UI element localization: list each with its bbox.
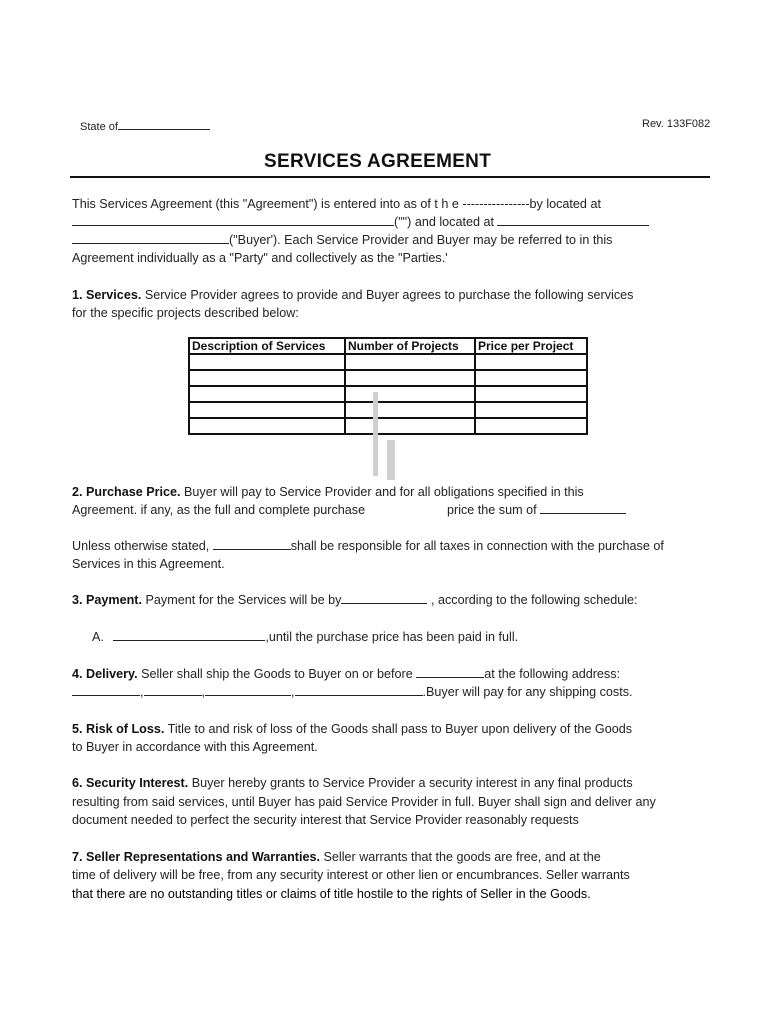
- address-zip-blank[interactable]: [295, 684, 423, 696]
- intro-line-3-text: ("Buyer'). Each Service Provider and Buyer may be referred to in this: [229, 233, 613, 247]
- title-rule: [70, 176, 710, 178]
- state-label: State of: [80, 121, 118, 133]
- payment-text-b: , according to the following schedule:: [427, 593, 638, 607]
- risk-text-1: Title to and risk of loss of the Goods shall pass to Buyer upon delivery of the Goods: [164, 722, 633, 736]
- payment-item-a: [92, 628, 518, 646]
- delivery-date-blank[interactable]: [416, 666, 484, 678]
- services-text-1: Service Provider agrees to provide and Buyer agrees to purchase the following services: [141, 288, 634, 302]
- address-city-blank[interactable]: [144, 684, 202, 696]
- payment-item-a-label: A.: [92, 630, 104, 644]
- intro-line-2-text: ("") and located at: [394, 215, 494, 229]
- intro-line-2: [72, 213, 649, 231]
- security-heading: 6. Security Interest.: [72, 776, 189, 790]
- table-cell[interactable]: [189, 418, 345, 434]
- buyer-name-blank[interactable]: [72, 232, 229, 244]
- table-cell[interactable]: [475, 370, 587, 386]
- services-heading: 1. Services.: [72, 288, 142, 302]
- services-line-2: for the specific projects described below:: [72, 306, 299, 320]
- risk-line-2: to Buyer in accordance with this Agreement.: [72, 740, 318, 754]
- col-number-of-projects: Number of Projects: [345, 338, 475, 354]
- table-row: [189, 418, 587, 434]
- table-cell[interactable]: [475, 354, 587, 370]
- payment-schedule-blank[interactable]: [113, 629, 265, 641]
- purchase-sum-blank[interactable]: [540, 502, 626, 514]
- table-header-row: [189, 338, 587, 354]
- col-price-per-project: Price per Project: [475, 338, 587, 354]
- table-row: [189, 370, 587, 386]
- payment-heading: 3. Payment.: [72, 593, 142, 607]
- delivery-heading: 4. Delivery.: [72, 667, 138, 681]
- security-line-3: document needed to perfect the security interest that Service Provider reasonably requests: [72, 813, 579, 827]
- taxes-text-b: shall be responsible for all taxes in connection with the purchase of: [290, 539, 664, 553]
- table-cell[interactable]: [189, 386, 345, 402]
- address-state-blank[interactable]: [205, 684, 291, 696]
- delivery-text-b: at the following address:: [484, 667, 621, 681]
- revision-number: Rev. 133F082: [642, 118, 711, 130]
- payment-line-1: [72, 591, 638, 609]
- services-table: [188, 337, 588, 435]
- payment-method-blank[interactable]: [341, 592, 427, 604]
- provider-name-blank[interactable]: [72, 214, 394, 226]
- delivery-line-2: [72, 683, 633, 701]
- services-line-1: [72, 286, 633, 304]
- table-row: [189, 354, 587, 370]
- state-blank[interactable]: [118, 118, 210, 130]
- table-cell[interactable]: [345, 354, 475, 370]
- purchase-line-2b: [447, 501, 626, 519]
- security-text-1: Buyer hereby grants to Service Provider a security interest in any final products: [188, 776, 633, 790]
- table-cell[interactable]: [189, 402, 345, 418]
- provider-address-blank[interactable]: [497, 214, 649, 226]
- address-separator: ,: [201, 685, 205, 699]
- intro-line-4: Agreement individually as a "Party" and collectively as the "Parties.': [72, 251, 448, 265]
- taxes-line-2: Services in this Agreement.: [72, 557, 225, 571]
- delivery-text-a: Seller shall ship the Goods to Buyer on or before: [137, 667, 413, 681]
- warranties-text-1: Seller warrants that the goods are free, and at the: [320, 850, 601, 864]
- address-street-blank[interactable]: [72, 684, 140, 696]
- risk-line-1: [72, 720, 632, 738]
- address-separator: ,: [140, 685, 144, 699]
- table-cell[interactable]: [345, 386, 475, 402]
- table-cell[interactable]: [189, 354, 345, 370]
- document-title: SERVICES AGREEMENT: [264, 151, 492, 172]
- table-cell[interactable]: [345, 402, 475, 418]
- table-cell[interactable]: [475, 386, 587, 402]
- col-description: Description of Services: [189, 338, 345, 354]
- address-separator: ,: [291, 685, 295, 699]
- table-row: [189, 402, 587, 418]
- taxes-line-1: [72, 537, 664, 555]
- taxes-party-blank[interactable]: [213, 538, 291, 550]
- table-cell[interactable]: [475, 402, 587, 418]
- warranties-heading: 7. Seller Representations and Warranties.: [72, 850, 320, 864]
- table-cell[interactable]: [189, 370, 345, 386]
- warranties-line-1: [72, 848, 601, 866]
- security-line-1: [72, 774, 633, 792]
- table-cell[interactable]: [475, 418, 587, 434]
- warranties-line-2: time of delivery will be free, from any security interest or other lien or encumbrances. Seller warrants: [72, 868, 630, 882]
- taxes-text-a: Unless otherwise stated,: [72, 539, 210, 553]
- table-cell[interactable]: [345, 418, 475, 434]
- purchase-line-1: [72, 483, 584, 501]
- scan-artifact: [373, 392, 378, 476]
- purchase-sum-label: price the sum of: [447, 503, 537, 517]
- purchase-text-1: Buyer will pay to Service Provider and for all obligations specified in this: [180, 485, 584, 499]
- risk-heading: 5. Risk of Loss.: [72, 722, 165, 736]
- payment-item-a-text: ,until the purchase price has been paid in full.: [265, 630, 519, 644]
- purchase-line-2: Agreement. if any, as the full and complete purchase: [72, 503, 366, 517]
- table-cell[interactable]: [345, 370, 475, 386]
- delivery-line-1: [72, 665, 620, 683]
- warranties-line-3: that there are no outstanding titles or claims of title hostile to the rights of Seller in the Goods.: [72, 887, 591, 901]
- purchase-heading: 2. Purchase Price.: [72, 485, 181, 499]
- state-line: [80, 118, 210, 133]
- intro-line-3: [72, 231, 612, 249]
- payment-text-a: Payment for the Services will be by: [142, 593, 342, 607]
- security-line-2: resulting from said services, until Buyer has paid Service Provider in full. Buyer shall sign and deliver any: [72, 795, 656, 809]
- intro-line-1: This Services Agreement (this "Agreement") is entered into as of t h e ----------------by located at: [72, 197, 601, 211]
- table-row: [189, 386, 587, 402]
- delivery-line-2-text: .Buyer will pay for any shipping costs.: [422, 685, 633, 699]
- scan-artifact: [387, 440, 395, 480]
